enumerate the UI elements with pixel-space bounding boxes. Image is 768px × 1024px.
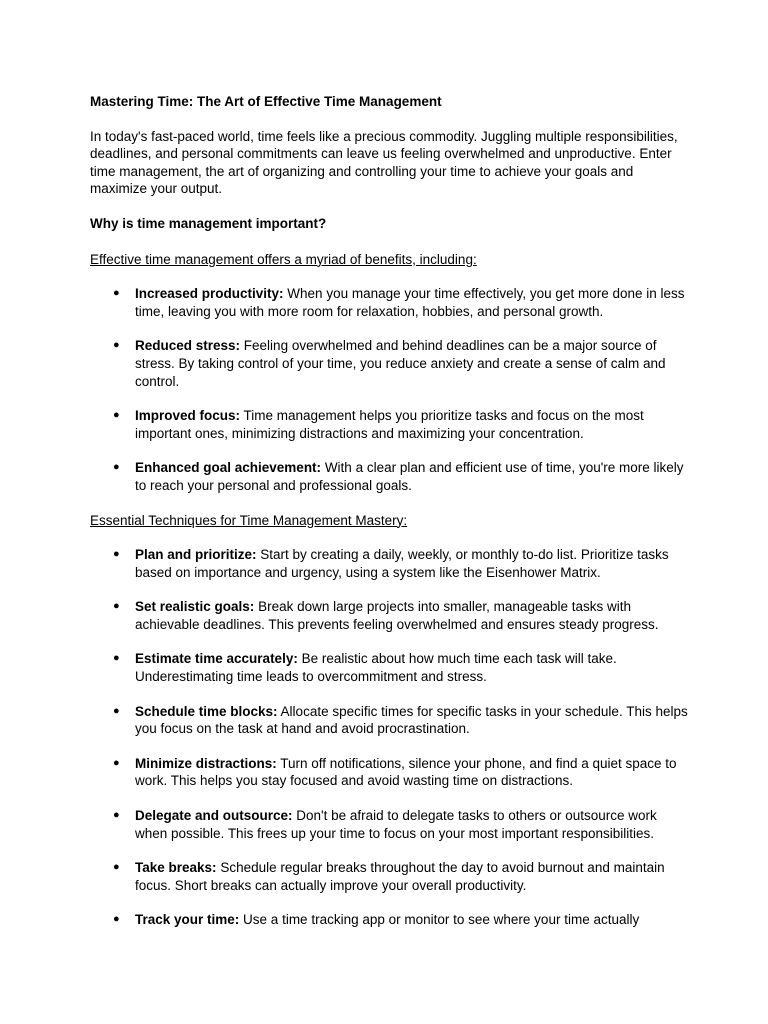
list-item bbox=[90, 285, 690, 320]
technique-text: Be realistic about how much time each task will take. Underestimating time leads to overcommitment and stress. bbox=[135, 651, 617, 685]
technique-term: Delegate and outsource: bbox=[135, 808, 293, 824]
bullet-icon: ● bbox=[113, 809, 120, 822]
bullet-icon: ● bbox=[113, 756, 120, 769]
list-item bbox=[90, 598, 690, 633]
technique-text: Schedule regular breaks throughout the day to avoid burnout and maintain focus. Short breaks can actually improve your overall productivity. bbox=[135, 860, 665, 893]
techniques-list bbox=[90, 546, 690, 929]
benefit-term: Increased productivity: bbox=[135, 286, 284, 302]
technique-text: Use a time tracking app or monitor to see where your time actually bbox=[239, 912, 640, 928]
list-item bbox=[90, 755, 690, 790]
benefits-list bbox=[90, 285, 690, 494]
bullet-icon: ● bbox=[113, 600, 120, 613]
benefit-text: Time management helps you prioritize tasks and focus on the most important ones, minimizing distractions and maximizing your concentration. bbox=[135, 408, 644, 441]
technique-term: Track your time: bbox=[135, 912, 240, 928]
why-heading: Why is time management important? bbox=[90, 215, 327, 231]
bullet-icon: ● bbox=[113, 548, 120, 561]
document-page bbox=[90, 93, 690, 946]
benefit-text: When you manage your time effectively, you get more done in less time, leaving you with more room for relaxation, hobbies, and personal growth. bbox=[135, 286, 685, 319]
benefits-label: Effective time management offers a myriad of benefits, including: bbox=[90, 251, 477, 267]
list-item bbox=[90, 337, 690, 390]
technique-text: Allocate specific times for specific tasks in your schedule. This helps you focus on the task at hand and avoid procrastination. bbox=[135, 703, 688, 737]
list-item bbox=[90, 911, 690, 929]
intro-paragraph: In today's fast-paced world, time feels like a precious commodity. Juggling multiple responsibilities, deadlines, and personal commitments can leave us feeling overwhelmed and unproductive. Enter time management, the art of organizing and controlling your time to achieve your goals and maximize your output. bbox=[90, 128, 678, 197]
benefit-term: Improved focus: bbox=[135, 408, 241, 424]
technique-text: Break down large projects into smaller, manageable tasks with achievable deadlines. This prevents feeling overwhelmed and ensures steady progress. bbox=[135, 599, 659, 632]
technique-term: Take breaks: bbox=[135, 860, 217, 876]
bullet-icon: ● bbox=[113, 652, 120, 665]
list-item bbox=[90, 650, 690, 685]
technique-text: Start by creating a daily, weekly, or monthly to-do list. Prioritize tasks based on importance and urgency, using a system like the Eisenhower Matrix. bbox=[135, 547, 669, 580]
technique-term: Minimize distractions: bbox=[135, 755, 277, 771]
benefit-text: Feeling overwhelmed and behind deadlines can be a major source of stress. By taking control of your time, you reduce anxiety and create a sense of calm and control. bbox=[135, 338, 666, 389]
technique-text: Don't be afraid to delegate tasks to others or outsource work when possible. This frees up your time to focus on your most important responsibilities. bbox=[135, 808, 657, 841]
techniques-label: Essential Techniques for Time Management Mastery: bbox=[90, 512, 408, 528]
bullet-icon: ● bbox=[113, 287, 120, 300]
bullet-icon: ● bbox=[113, 461, 120, 474]
technique-term: Set realistic goals: bbox=[135, 599, 255, 615]
technique-term: Schedule time blocks: bbox=[135, 703, 278, 719]
list-item bbox=[90, 859, 690, 894]
bullet-icon: ● bbox=[113, 409, 120, 422]
bullet-icon: ● bbox=[113, 704, 120, 717]
bullet-icon: ● bbox=[113, 861, 120, 874]
list-item bbox=[90, 546, 690, 581]
benefit-term: Reduced stress: bbox=[135, 338, 241, 354]
benefit-term: Enhanced goal achievement: bbox=[135, 460, 322, 476]
bullet-icon: ● bbox=[113, 913, 120, 926]
bullet-icon: ● bbox=[113, 339, 120, 352]
list-item bbox=[90, 703, 690, 738]
list-item bbox=[90, 807, 690, 842]
technique-term: Estimate time accurately: bbox=[135, 651, 298, 667]
list-item bbox=[90, 459, 690, 494]
benefit-text: With a clear plan and efficient use of time, you're more likely to reach your personal and professional goals. bbox=[135, 460, 684, 493]
list-item bbox=[90, 407, 690, 442]
document-title: Mastering Time: The Art of Effective Time Management bbox=[90, 94, 442, 109]
technique-term: Plan and prioritize: bbox=[135, 547, 257, 563]
technique-text: Turn off notifications, silence your phone, and find a quiet space to work. This helps you stay focused and avoid wasting time on distractions. bbox=[135, 755, 677, 789]
